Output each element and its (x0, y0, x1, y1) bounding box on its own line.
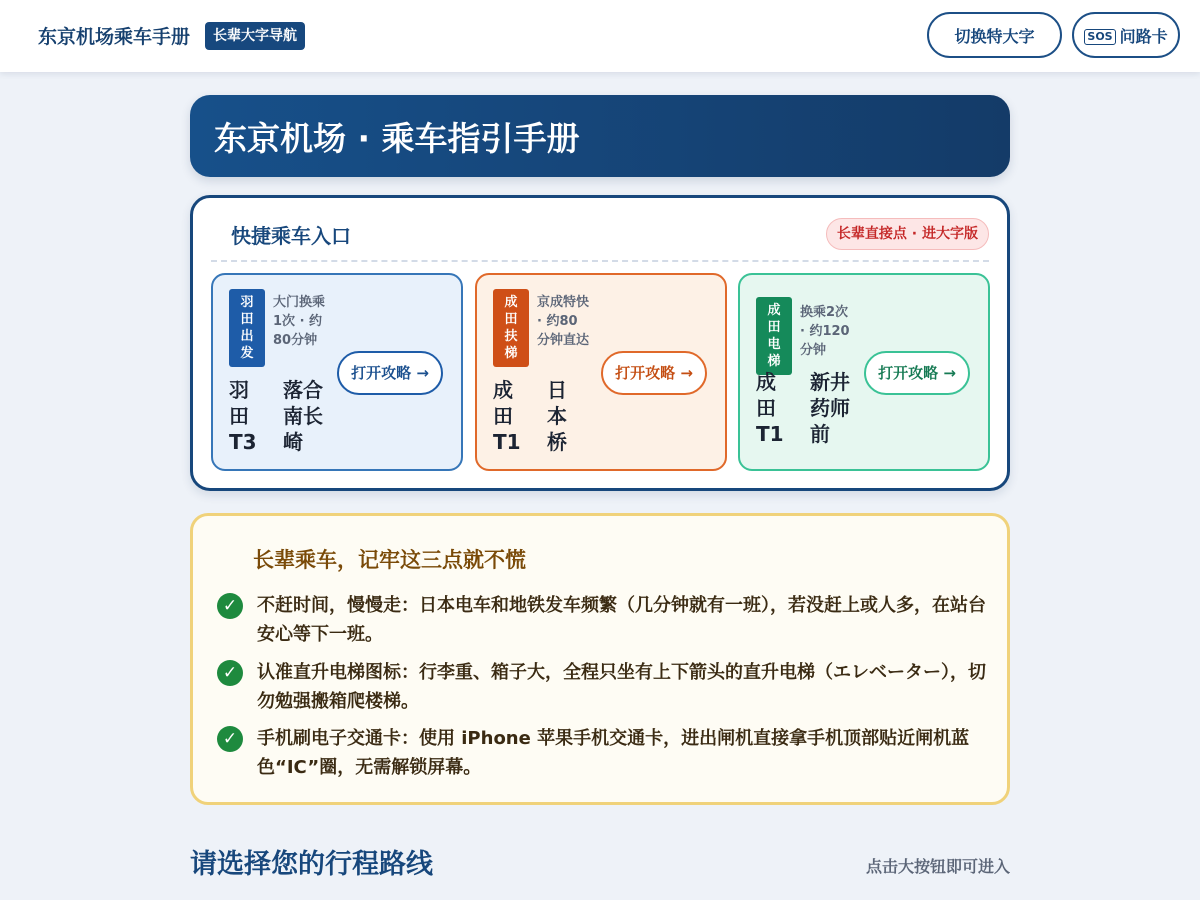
check-icon: ✓ (217, 660, 243, 686)
check-icon: ✓ (217, 593, 243, 619)
toggle-large-text-button[interactable]: 切换特大字 (927, 12, 1062, 58)
route-tag: 成 田 电 梯 (756, 297, 792, 375)
route-meta: 大门换乘1次 · 约80分钟 (273, 295, 326, 348)
sos-icon: SOS (1084, 29, 1115, 45)
route-meta: 换乘2次 · 约120分钟 (800, 305, 850, 358)
direction-card-label: 问路卡 (1119, 27, 1168, 46)
tip-item (217, 591, 987, 649)
route-destination: 落合 南长 崎 (283, 378, 323, 454)
brand-title[interactable]: 东京机场乘车手册 (38, 26, 191, 48)
hero-banner (190, 95, 1010, 177)
tips-panel (190, 513, 1010, 805)
brand-tag: 长辈大字导航 (205, 22, 305, 50)
open-guide-button[interactable]: 打开攻略 → (601, 351, 707, 395)
route-card-narita-escalator[interactable] (475, 273, 727, 471)
tip-item (217, 724, 987, 782)
route-destination: 日 本 桥 (547, 378, 567, 454)
route-card-narita-elevator[interactable] (738, 273, 990, 471)
route-origin: 羽 田 T3 (229, 378, 257, 454)
quick-entry-title: 快捷乘车入口 (231, 224, 351, 248)
tip-text: 手机刷电子交通卡：使用 iPhone 苹果手机交通卡，进出闸机直接拿手机顶部贴近闸机蓝色“IC”圈，无需解锁屏幕。 (257, 728, 970, 778)
route-meta: 京成特快 · 约80分钟直达 (537, 295, 590, 348)
tip-item (217, 658, 987, 716)
route-tag: 羽 田 出 发 (229, 289, 265, 367)
divider (211, 260, 989, 262)
direction-card-button[interactable] (1072, 12, 1180, 58)
tips-title: 长辈乘车，记牢这三点就不慌 (253, 548, 526, 572)
top-bar (0, 0, 1200, 72)
tip-text: 不赶时间，慢慢走：日本电车和地铁发车频繁（几分钟就有一班），若没赶上或人多，在站台安心等下一班。 (257, 595, 986, 645)
tip-text: 认准直升电梯图标：行李重、箱子大，全程只坐有上下箭头的直升电梯（エレベーター），切勿勉强搬箱爬楼梯。 (257, 662, 986, 712)
elder-hint-badge: 长辈直接点 · 进大字版 (826, 218, 989, 250)
quick-entry-panel (190, 195, 1010, 491)
routes-section-title: 请选择您的行程路线 (190, 849, 433, 880)
open-guide-button[interactable]: 打开攻略 → (337, 351, 443, 395)
route-card-haneda[interactable] (211, 273, 463, 471)
check-icon: ✓ (217, 726, 243, 752)
route-destination: 新井 药师 前 (810, 370, 850, 446)
open-guide-button[interactable]: 打开攻略 → (864, 351, 970, 395)
page-title: 东京机场 · 乘车指引手册 (214, 119, 580, 158)
route-tag: 成 田 扶 梯 (493, 289, 529, 367)
route-origin: 成 田 T1 (493, 378, 521, 454)
routes-section-hint: 点击大按钮即可进入 (865, 857, 1010, 876)
route-origin: 成 田 T1 (756, 370, 784, 446)
